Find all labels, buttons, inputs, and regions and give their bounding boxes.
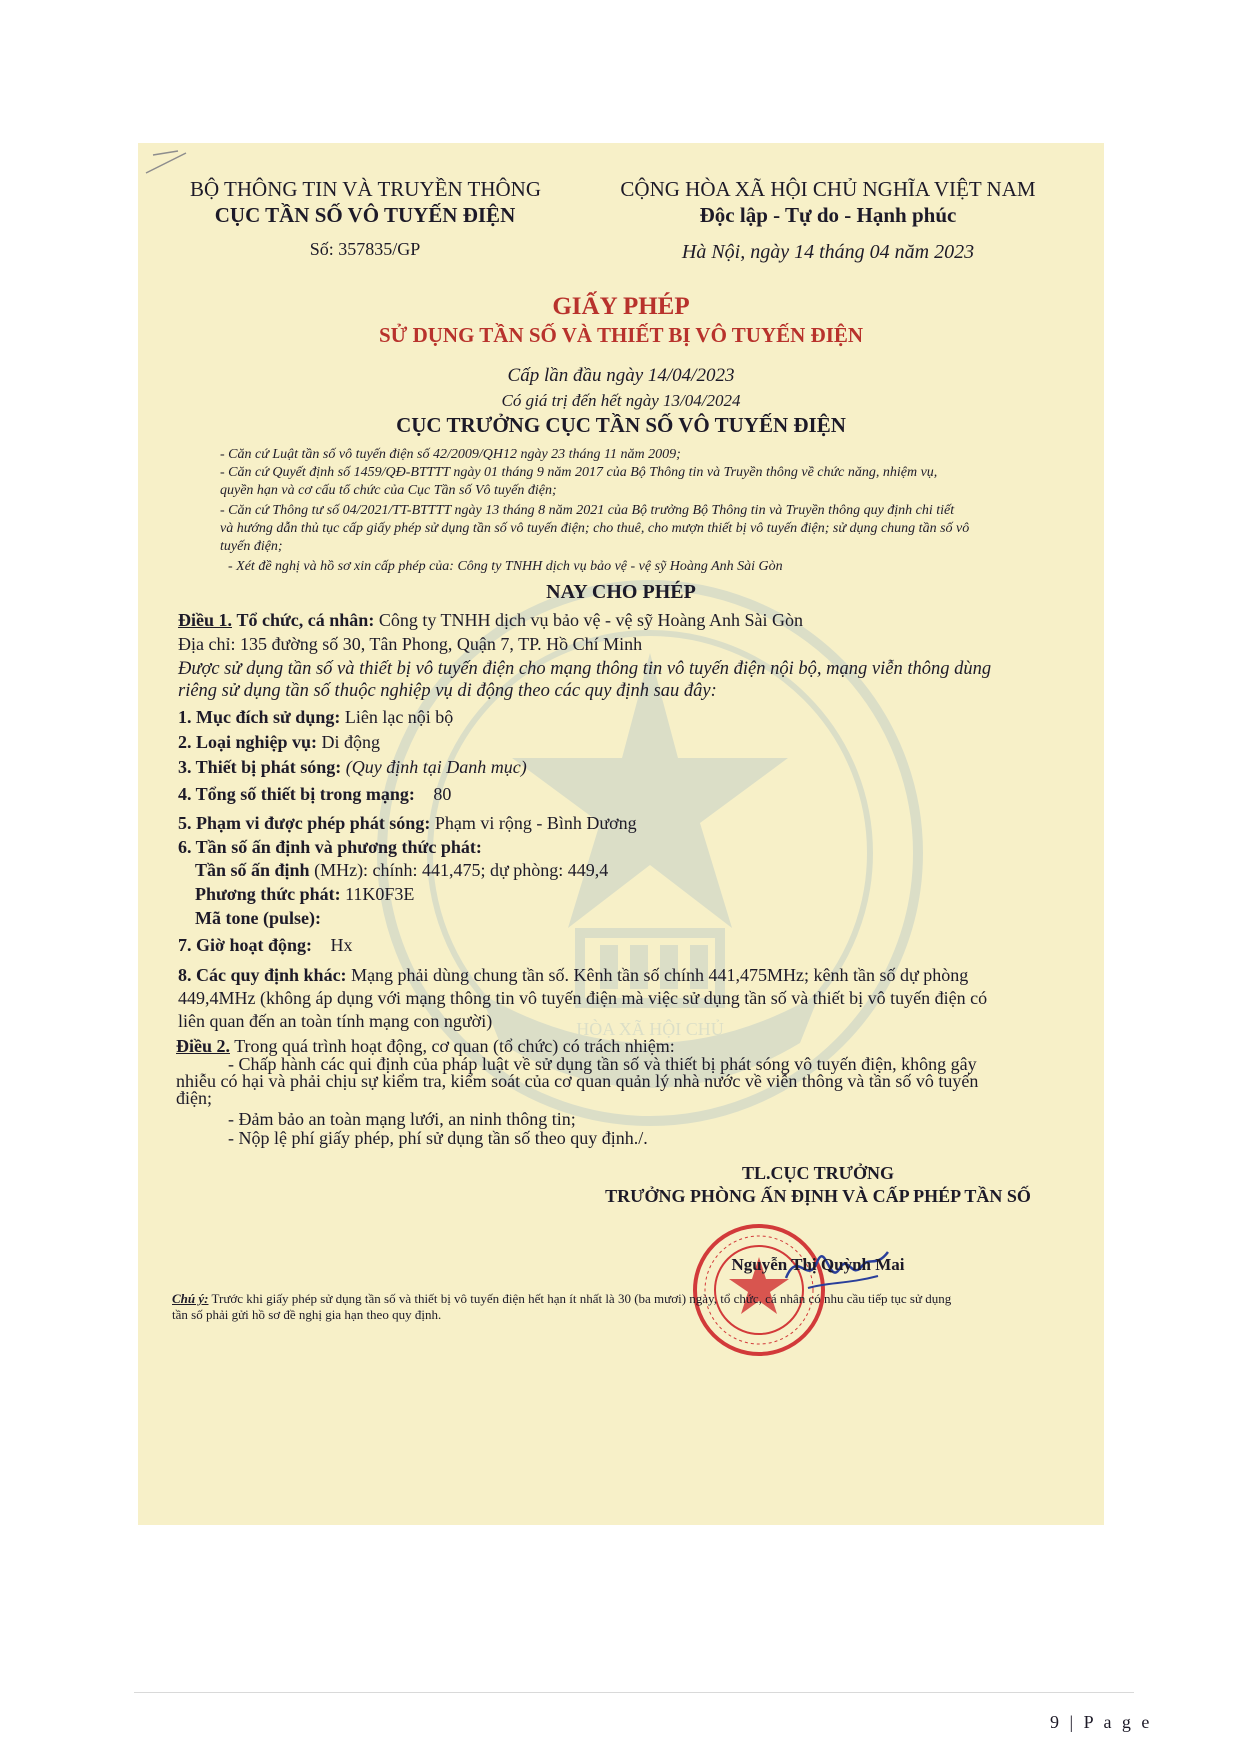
basis-line-3: quyền hạn và cơ cấu tổ chức của Cục Tần số Vô tuyến điện;	[220, 483, 557, 498]
article-1-label: Điều 1.	[178, 610, 232, 630]
other-rules-line-2: 449,4MHz (không áp dụng với mạng thông tin vô tuyến điện mà việc sử dụng tần số và thiết bị vô tuyến điện có	[178, 988, 988, 1008]
duty-1-line-3: điện;	[176, 1088, 212, 1108]
assigned-frequency-value: (MHz): chính: 441,475; dự phòng: 449,4	[314, 860, 609, 880]
permit-subtitle: SỬ DỤNG TẦN SỐ VÀ THIẾT BỊ VÔ TUYẾN ĐIỆN	[378, 323, 864, 347]
other-rules-line-1	[178, 965, 968, 986]
signatory-title-1: TL.CỤC TRƯỞNG	[741, 1163, 894, 1183]
national-motto: Độc lập - Tự do - Hạnh phúc	[699, 203, 957, 227]
article-1-org	[178, 610, 803, 631]
note-line-1	[172, 1291, 1072, 1307]
duty-1-line-2: nhiễu có hại và phải chịu sự kiểm tra, kiểm soát của cơ quan quản lý nhà nước về viễn thông và tần số vô tuyến	[176, 1071, 979, 1091]
other-rules-label: 8. Các quy định khác:	[178, 965, 347, 985]
item-device-count	[178, 784, 451, 805]
item-equipment-label: 3. Thiết bị phát sóng:	[178, 757, 342, 777]
other-rules-line-3: liên quan đến an toàn tính mạng con người)	[178, 1011, 493, 1031]
item-purpose-value: Liên lạc nội bộ	[344, 707, 454, 727]
basis-line-5: và hướng dẫn thủ tục cấp giấy phép sử dụng tần số vô tuyến điện; cho thuê, cho mượn thiết bị vô tuyến điện; sử dụng chung tần số vô	[220, 521, 970, 536]
item-coverage-value: Phạm vi rộng - Bình Dương	[434, 813, 637, 833]
basis-line-4: - Căn cứ Thông tư số 04/2021/TT-BTTTT ngày 13 tháng 8 năm 2021 của Bộ trưởng Bộ Thông tin và Truyền thông quy định chi tiết	[220, 503, 955, 518]
item-service-label: 2. Loại nghiệp vụ:	[178, 732, 318, 752]
duty-2: - Đảm bảo an toàn mạng lưới, an ninh thông tin;	[228, 1109, 576, 1129]
item-service	[178, 732, 380, 753]
permit-heading: NAY CHO PHÉP	[546, 581, 696, 603]
operating-hours-label: 7. Giờ hoạt động:	[178, 935, 312, 955]
issue-date: Cấp lần đầu ngày 14/04/2023	[507, 365, 735, 386]
item-frequency	[178, 837, 482, 858]
item-equipment-value: (Quy định tại Danh mục)	[345, 757, 527, 777]
note-label: Chú ý:	[172, 1291, 209, 1306]
department-name: CỤC TẦN SỐ VÔ TUYẾN ĐIỆN	[214, 203, 516, 227]
basis-line-6: tuyến điện;	[220, 539, 283, 554]
other-rules-text-1: Mạng phải dùng chung tần số. Kênh tần số chính 441,475MHz; kênh tần số dự phòng	[351, 965, 969, 985]
item-purpose	[178, 707, 453, 728]
note-line-2: tần số phải gửi hồ sơ đề nghị gia hạn theo quy định.	[172, 1307, 442, 1322]
item-equipment	[178, 757, 527, 778]
item-frequency-label: 6. Tần số ấn định và phương thức phát:	[178, 837, 482, 857]
assigned-frequency-label: Tần số ấn định	[195, 860, 310, 880]
item-device-count-label: 4. Tổng số thiết bị trong mạng:	[178, 784, 415, 804]
scanned-permit	[138, 143, 1104, 1525]
page-number: 9 | P a g e	[1050, 1712, 1153, 1732]
emission-mode-label: Phương thức phát:	[195, 884, 341, 904]
tone-code	[195, 908, 321, 929]
item-service-value: Di động	[321, 732, 381, 752]
item-device-count-value: 80	[433, 784, 452, 804]
signatory-title-2: TRƯỞNG PHÒNG ẤN ĐỊNH VÀ CẤP PHÉP TẦN SỐ	[605, 1186, 1031, 1206]
operating-hours	[178, 935, 353, 956]
permit-number: Số: 357835/GP	[309, 239, 421, 259]
duty-1-line-1: - Chấp hành các qui định của pháp luật về sử dụng tần số và thiết bị phát sóng vô tuyến điện, không gây	[228, 1054, 977, 1074]
note-block	[172, 1291, 1072, 1323]
footer-divider	[134, 1692, 1134, 1693]
item-coverage	[178, 813, 637, 834]
issuing-authority: CỤC TRƯỞNG CỤC TẦN SỐ VÔ TUYẾN ĐIỆN	[396, 413, 846, 437]
org-address: Địa chỉ: 135 đường số 30, Tân Phong, Quận 7, TP. Hồ Chí Minh	[178, 634, 643, 654]
article-1-intro-1: Được sử dụng tần số và thiết bị vô tuyến điện cho mạng thông tin vô tuyến điện nội bộ, mạng viễn thông dùng	[178, 659, 992, 679]
country-name: CỘNG HÒA XÃ HỘI CHỦ NGHĨA VIỆT NAM	[620, 177, 1036, 201]
item-purpose-label: 1. Mục đích sử dụng:	[178, 707, 341, 727]
basis-line-7: - Xét đề nghị và hồ sơ xin cấp phép của: Công ty TNHH dịch vụ bảo vệ - vệ sỹ Hoàng Anh Sài Gòn	[228, 559, 783, 574]
article-2-label: Điều 2.	[176, 1036, 230, 1056]
place-date: Hà Nội, ngày 14 tháng 04 năm 2023	[681, 241, 975, 263]
note-text-1: Trước khi giấy phép sử dụng tần số và thiết bị vô tuyến điện hết hạn ít nhất là 30 (ba mươi) ngày, tổ chức, cá nhân có nhu cầu tiếp tục sử dụng	[211, 1291, 952, 1306]
article-2-text: Trong quá trình hoạt động, cơ quan (tổ chức) có trách nhiệm:	[234, 1036, 675, 1056]
basis-line-1: - Căn cứ Luật tần số vô tuyến điện số 42/2009/QH12 ngày 23 tháng 11 năm 2009;	[220, 447, 681, 462]
valid-until: Có giá trị đến hết ngày 13/04/2024	[501, 391, 741, 410]
permit-title: GIẤY PHÉP	[552, 293, 690, 320]
permit-document	[138, 143, 1104, 1525]
org-value: Công ty TNHH dịch vụ bảo vệ - vệ sỹ Hoàng Anh Sài Gòn	[378, 610, 803, 630]
basis-line-2: - Căn cứ Quyết định số 1459/QĐ-BTTTT ngày 01 tháng 9 năm 2017 của Bộ Thông tin và Truyền thông về chức năng, nhiệm vụ,	[220, 465, 938, 480]
emission-mode-value: 11K0F3E	[345, 884, 415, 904]
item-coverage-label: 5. Phạm vi được phép phát sóng:	[178, 813, 431, 833]
org-label: Tổ chức, cá nhân:	[236, 610, 375, 630]
operating-hours-value: Hx	[330, 935, 353, 955]
emission-mode	[195, 884, 414, 905]
article-1-intro-2: riêng sử dụng tần số thuộc nghiệp vụ di động theo các quy định sau đây:	[178, 681, 717, 701]
assigned-frequency	[195, 860, 608, 881]
tone-code-label: Mã tone (pulse):	[195, 908, 321, 928]
signatory-name: Nguyễn Thị Quỳnh Mai	[731, 1255, 905, 1274]
ministry-name: BỘ THÔNG TIN VÀ TRUYỀN THÔNG	[190, 177, 541, 201]
duty-3: - Nộp lệ phí giấy phép, phí sử dụng tần số theo quy định./.	[228, 1128, 648, 1148]
watermark-text: HÒA XÃ HỘI CHỦ	[576, 1019, 724, 1039]
